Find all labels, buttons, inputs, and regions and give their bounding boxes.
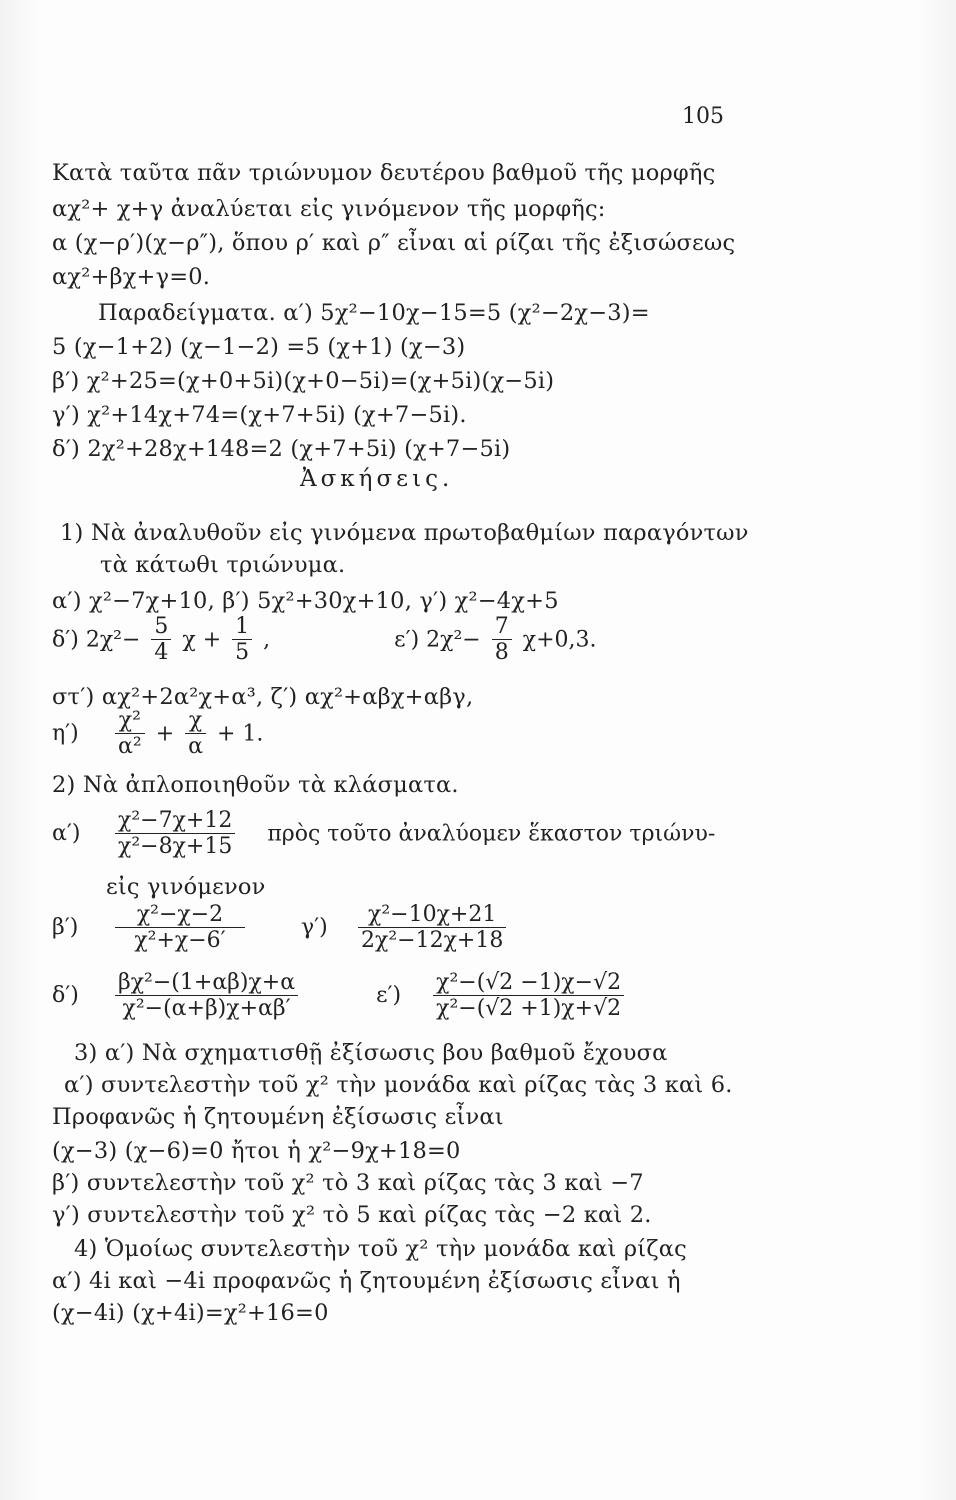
row-d-label: δ′) 2χ²− [52, 627, 141, 653]
fraction-numerator: χ²−χ−2 [115, 902, 245, 928]
exercise-3-line-6: γ′) συντελεστὴν τοῦ χ² τὸ 5 καὶ ρίζας τὰς −2 καὶ 2. [52, 1202, 652, 1228]
exercise-1-line-2: τὰ κάτωθι τριώνυμα. [100, 552, 346, 578]
exercise-2-line-1: 2) Νὰ ἀπλοποιηθοῦν τὰ κλάσματα. [52, 772, 459, 798]
fraction-denominator: α² [118, 734, 142, 760]
fraction-denominator: χ²−(√2 +1)χ+√2 [436, 996, 622, 1022]
fraction-numerator: βχ²−(1+αβ)χ+α [115, 970, 298, 996]
fraction-denominator: 4 [154, 640, 169, 666]
examples-line-5: δ′) 2χ²+28χ+148=2 (χ+7+5i) (χ+7−5i) [52, 436, 511, 462]
page-number: 105 [682, 104, 724, 129]
fraction-5-4 [151, 614, 171, 666]
intro-line-4: αχ²+βχ+γ=0. [52, 264, 211, 290]
fraction-denominator: α [188, 734, 203, 760]
exercise-3-line-5: β′) συντελεστὴν τοῦ χ² τὸ 3 καὶ ρίζας τὰς 3 καὶ −7 [52, 1170, 644, 1196]
row-e-label: ε′) 2χ²− [394, 627, 481, 653]
exercise-1-row-st: στ′) αχ²+2α²χ+α³, ζ′) αχ²+αβχ+αβγ, [52, 684, 474, 710]
exercise-3-line-3: Προφανῶς ἡ ζητουμένη ἐξίσωσις εἶναι [52, 1104, 504, 1130]
fraction-numerator: χ [185, 708, 206, 734]
exercise-2-row-b [52, 902, 510, 954]
fraction-c [358, 902, 506, 954]
fraction-numerator: χ²−10χ+21 [358, 902, 506, 928]
fraction-d [115, 970, 298, 1022]
fraction-7-8 [492, 614, 512, 666]
fraction-numerator: χ² [115, 708, 145, 734]
row-d-middle: χ + [182, 627, 222, 653]
fraction-numerator: 7 [492, 614, 512, 640]
examples-line-4: γ′) χ²+14χ+74=(χ+7+5i) (χ+7−5i). [52, 402, 467, 428]
exercise-1-row-eta [52, 708, 263, 760]
fraction-b [115, 902, 245, 954]
row-eta-label: η′) [52, 721, 79, 747]
fraction-numerator: χ²−(√2 −1)χ−√2 [433, 970, 624, 996]
fraction-denominator: 8 [494, 640, 509, 666]
exercise-1-row-a: α′) χ²−7χ+10, β′) 5χ²+30χ+10, γ′) χ²−4χ+5 [52, 588, 559, 614]
fraction-e [433, 970, 624, 1022]
row-b-label: β′) [52, 915, 79, 941]
exercise-1-line-1: 1) Νὰ ἀναλυθοῦν εἰς γινόμενα πρωτοβαθμίων παραγόντων [60, 520, 749, 546]
fraction-a [115, 808, 235, 860]
fraction-x2-a2 [115, 708, 145, 760]
examples-line-2: 5 (χ−1+2) (χ−1−2) =5 (χ+1) (χ−3) [52, 334, 466, 360]
row-eta-plus: + [155, 721, 175, 747]
fraction-numerator: χ²−7χ+12 [115, 808, 235, 834]
fraction-numerator: 5 [151, 614, 171, 640]
fraction-numerator: 1 [232, 614, 252, 640]
row-a-label: α′) [52, 821, 81, 847]
fraction-denominator: 5 [235, 640, 250, 666]
row-e-end: χ+0,3. [522, 627, 597, 653]
exercise-2-row-a [52, 808, 715, 860]
row-d-end: , [263, 627, 271, 653]
section-heading: Ἀσκήσεις. [300, 466, 454, 492]
exercise-2-row-a-text-2: εἰς γινόμενον [106, 874, 266, 900]
exercise-2-row-d [52, 970, 628, 1022]
examples-line-3: β′) χ²+25=(χ+0+5i)(χ+0−5i)=(χ+5i)(χ−5i) [52, 368, 555, 394]
exercise-4-line-3: (χ−4i) (χ+4i)=χ²+16=0 [52, 1300, 329, 1326]
fraction-denominator: χ²−(α+β)χ+αβ′ [122, 996, 291, 1022]
intro-line-1: Κατὰ ταῦτα πᾶν τριώνυμον δευτέρου βαθμοῦ τῆς μορφῆς [52, 160, 716, 186]
row-c-label: γ′) [301, 915, 328, 941]
exercise-3-line-2: α′) συντελεστὴν τοῦ χ² τὴν μονάδα καὶ ρίζας τὰς 3 καὶ 6. [64, 1072, 733, 1098]
row-d-label: δ′) [52, 983, 79, 1009]
fraction-denominator: 2χ²−12χ+18 [361, 928, 504, 954]
exercise-4-line-1: 4) Ὁμοίως συντελεστὴν τοῦ χ² τὴν μονάδα καὶ ρίζας [74, 1236, 687, 1262]
fraction-x-a [185, 708, 206, 760]
exercise-4-line-2: α′) 4i καὶ −4i προφανῶς ἡ ζητουμένη ἐξίσωσις εἶναι ἡ [52, 1268, 681, 1294]
exercise-3-line-4: (χ−3) (χ−6)=0 ἤτοι ἡ χ²−9χ+18=0 [52, 1138, 461, 1164]
row-eta-end: + 1. [216, 721, 264, 747]
exercise-1-row-d [52, 614, 596, 666]
row-a-text: πρὸς τοῦτο ἀναλύομεν ἕκαστον τριώνυ- [267, 821, 716, 847]
intro-line-3: α (χ−ρ′)(χ−ρ″), ὅπου ρ′ καὶ ρ″ εἶναι αἱ ρίζαι τῆς ἐξισώσεως [52, 230, 736, 256]
intro-line-2: αχ²+ χ+γ ἀναλύεται εἰς γινόμενον τῆς μορφῆς: [52, 196, 606, 222]
fraction-1-5 [232, 614, 252, 666]
exercise-3-line-1: 3) α′) Νὰ σχηματισθῇ ἐξίσωσις βου βαθμοῦ ἔχουσα [74, 1040, 668, 1066]
examples-line-1: Παραδείγματα. α′) 5χ²−10χ−15=5 (χ²−2χ−3)= [98, 300, 650, 326]
fraction-denominator: χ²−8χ+15 [118, 834, 233, 860]
fraction-denominator: χ²+χ−6′ [134, 928, 226, 954]
row-e-label: ε′) [376, 983, 402, 1009]
